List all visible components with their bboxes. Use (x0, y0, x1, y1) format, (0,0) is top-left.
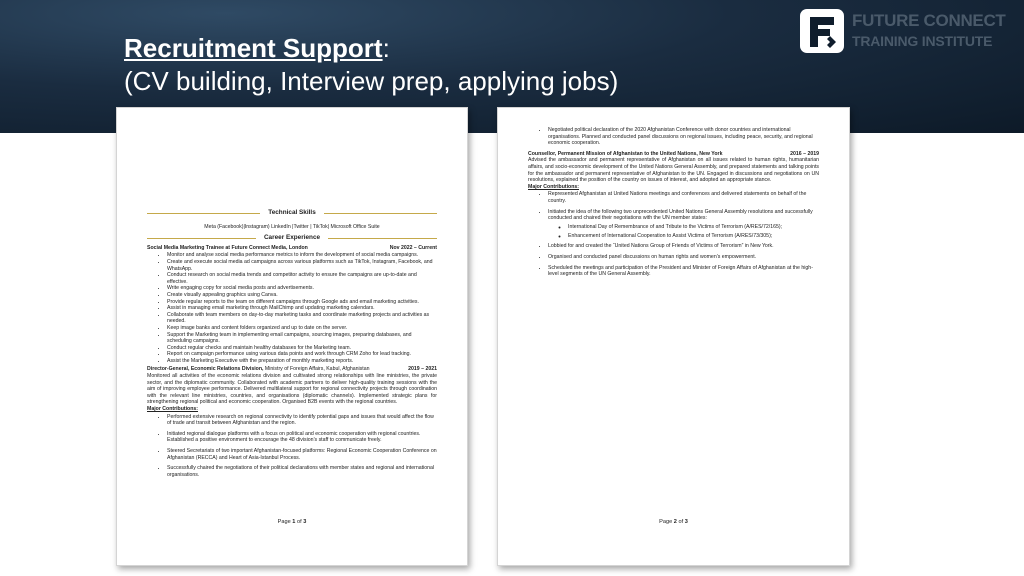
list-item: • Negotiated political declaration of the 2020 Afghanistan Conference with donor countries and international organisations. Planned and conducted panel discussions on regional issues, including peace, security, and regional economic cooperation. (548, 127, 819, 147)
job-summary: Advised the ambassador and permanent representative of Afghanistan on all issues related to human rights, humanitarian affairs, and socio-economic development of the United Nations General Assembly, and prepared statements and talking points for the ambassador and permanent representative of Afghanistan to the UN. Engaged in discussions and negotiations on UN resolutions, explained the position of the country on issues of interest, and adopted an appropriate stance. (528, 157, 819, 184)
sub-list-item: ◦ International Day of Remembrance of and Tribute to the Victims of Terrorism (A/RES/72/165); (568, 224, 819, 231)
slide-title-bold: Recruitment Support (124, 33, 383, 63)
career-experience-heading: Career Experience (263, 234, 321, 242)
job-title: Counsellor, Permanent Mission of Afghanistan to the United Nations, New York (528, 150, 723, 157)
contribution-list (528, 191, 819, 277)
page-current: 1 (292, 519, 296, 526)
page-number (498, 519, 849, 526)
list-item: • Collaborate with team members on day-to-day marketing tasks and coordinate marketing projects and activities as needed. (167, 312, 437, 325)
list-item: • Monitor and analyse social media performance metrics to inform the development of social media campaigns. (167, 252, 437, 259)
page-current: 2 (673, 519, 677, 526)
page-number (117, 519, 467, 526)
page-of: of (678, 519, 684, 526)
job-title: Social Media Marketing Trainee at Future Connect Media, London (147, 244, 308, 251)
sub-bullet-list (548, 224, 819, 240)
job-dates: 2016 – 2019 (790, 150, 819, 157)
cv-page-1 (116, 107, 468, 566)
list-item: • Represented Afghanistan at United Nations meetings and conferences and delivered statements on behalf of the country. (548, 191, 819, 204)
job-title-row (147, 366, 437, 373)
job-summary: Monitored all activities of the economic relations division and cultivated strong relationships with line ministries, the private sector, and the diplomatic community. Collaborated with academic partners to deliver high-quality training sessions with the aim of improving employee performance. Delivered multilateral support for regional connectivity projects through coordination with the relevant line ministries, countries, and organisations (diplomatic channels). Implemented strategic plans for strengthening regional political and economic cooperation. Organised B2B events with the regional countries. (147, 373, 437, 406)
skills-line: Meta (Facebook)|Instagram) LinkedIn |Twitter | TikTok| Microsoft Office Suite (204, 223, 380, 230)
major-contributions-label: Major Contributions: (147, 406, 199, 413)
slide-title (124, 32, 618, 98)
list-item: • Organised and conducted panel discussions on human rights and women’s empowerment. (548, 254, 819, 261)
heading-rule (328, 238, 437, 239)
list-item: • Successfully chaired the negotiations of their political declarations with member states and regional and international organisations. (167, 465, 437, 478)
page-of: of (296, 519, 302, 526)
page-label: Page (659, 519, 673, 526)
list-item-text: Initiated the idea of the following two unprecedented United Nations General Assembly resolutions and successfully conducted and chaired their negotiations with the UN member states: (548, 208, 813, 222)
continued-bullet-list (528, 127, 819, 147)
list-item: • Write engaging copy for social media posts and advertisements. (167, 285, 437, 292)
list-item: • Assist in managing email marketing through MailChimp and updating marketing calendars. (167, 305, 437, 312)
major-contributions-label: Major Contributions: (528, 183, 580, 190)
technical-skills-heading-row (147, 210, 437, 217)
logo-wordmark (852, 11, 1006, 51)
heading-rule (147, 213, 260, 214)
job-title-row (147, 245, 437, 252)
heading-rule (147, 238, 256, 239)
list-item: • Performed extensive research on regional connectivity to identify potential gaps and issues that would affect the flow of trade and transit between Afghanistan and the region. (167, 414, 437, 427)
job-title: Director-General, Economic Relations Division, (147, 366, 264, 373)
page-total: 3 (684, 519, 688, 526)
page-label: Page (277, 519, 291, 526)
list-item: • Conduct research on social media trends and competitor activity to ensure the campaigns are up-to-date and effective. (167, 272, 437, 285)
cv-page-2 (497, 107, 850, 566)
slide-subtitle: (CV building, Interview prep, applying jobs) (124, 66, 619, 96)
list-item: • Steered Secretariats of two important Afghanistan-focused platforms: Regional Economic Cooperation Conference on Afghanistan (RECCA) and Heart of Asia-Istanbul Process. (167, 448, 437, 461)
job-title-row (528, 151, 819, 158)
list-item: • Support the Marketing team in implementing email campaigns, sourcing images, preparing databases, and scheduling campaigns. (167, 332, 437, 345)
list-item: • Create and execute social media ad campaigns across various platforms such as TikTok, Instagram, Facebook, and WhatsApp. (167, 259, 437, 272)
career-experience-heading-row (147, 235, 437, 242)
job-dates: 2019 – 2021 (408, 366, 437, 373)
logo-line-2: TRAINING INSTITUTE (852, 33, 993, 49)
list-item: • Lobbied for and created the “United Nations Group of Friends of Victims of Terrorism” in New York. (548, 243, 819, 250)
heading-rule (324, 213, 437, 214)
list-item: • Assist the Marketing Executive with the preparation of monthly marketing reports. (167, 358, 437, 365)
contribution-list (147, 414, 437, 479)
list-item (548, 209, 819, 240)
job-organisation: Ministry of Foreign Affairs, Kabul, Afghanistan (263, 366, 370, 373)
list-item: • Report on campaign performance using various data points and work through CRM Zoho for lead tracking. (167, 351, 437, 358)
list-item: • Conduct regular checks and maintain healthy databases for the Marketing team. (167, 345, 437, 352)
job-bullet-list (147, 252, 437, 364)
sub-list-item: ◦ Enhancement of International Cooperation to Assist Victims of Terrorism (A/RES/73/305); (568, 233, 819, 240)
technical-skills-heading: Technical Skills (268, 209, 316, 216)
slide-title-colon: : (382, 33, 390, 63)
list-item: • Create visually appealing graphics using Canva. (167, 292, 437, 299)
list-item: • Provide regular reports to the team on different campaigns through Google ads and email marketing activities. (167, 299, 437, 306)
logo-line-1: FUTURE CONNECT (852, 11, 1006, 30)
job-dates: Nov 2022 – Current (389, 244, 437, 251)
list-item: • Scheduled the meetings and participation of the President and Minister of Foreign Affairs of Afghanistan at the high-level segments of the UN General Assembly. (548, 265, 819, 278)
page-total: 3 (303, 519, 307, 526)
future-connect-logo-icon (800, 9, 844, 53)
list-item: • Initiated regional dialogue platforms with a focus on political and economic cooperation with regional countries. Established a positive environment to encourage the 48 division’s staff to communicate freely. (167, 431, 437, 444)
list-item: • Keep image banks and content folders organized and up to date on the server. (167, 325, 437, 332)
